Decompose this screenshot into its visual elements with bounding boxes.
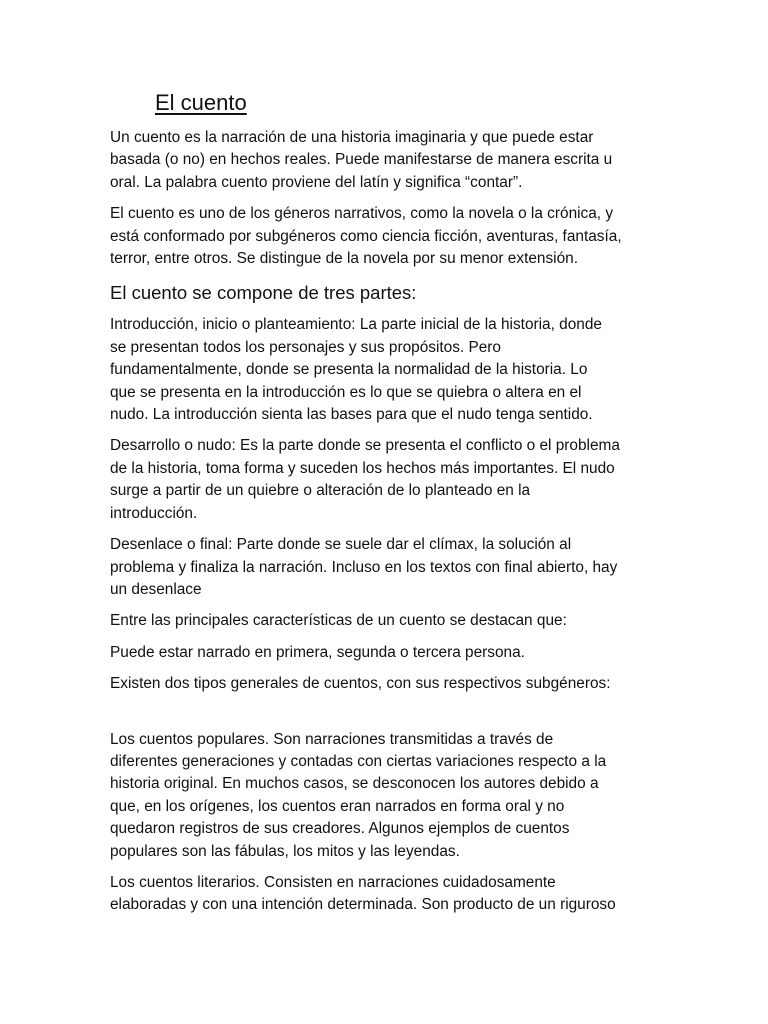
text-line: elaboradas y con una intención determinada. Son producto de un riguroso	[110, 896, 616, 914]
paragraph-introduction	[110, 314, 670, 426]
text-line: nudo. La introducción sienta las bases para que el nudo tenga sentido.	[110, 406, 593, 424]
text-line: un desenlace	[110, 580, 202, 598]
text-line: Desarrollo o nudo: Es la parte donde se presenta el conflicto o el problema	[110, 437, 620, 455]
paragraph-types-intro	[110, 673, 670, 695]
text-line: Un cuento es la narración de una historia imaginaria y que puede estar	[110, 129, 594, 146]
text-line: que se presenta en la introducción es lo que se quiebra o altera en el	[110, 383, 582, 401]
text-line: quedaron registros de sus creadores. Algunos ejemplos de cuentos	[110, 820, 570, 838]
text-line: populares son las fábulas, los mitos y las leyendas.	[110, 842, 460, 860]
paragraph-definition	[110, 127, 670, 194]
text-line: Puede estar narrado en primera, segunda o tercera persona.	[110, 643, 525, 661]
text-line: Los cuentos populares. Son narraciones transmitidas a través de	[110, 730, 554, 748]
paragraph-ending	[110, 534, 670, 601]
text-line: basada (o no) en hechos reales. Puede manifestarse de manera escrita u	[110, 151, 613, 169]
text-line: introducción.	[110, 504, 198, 522]
paragraph-popular-tales	[110, 729, 670, 863]
text-line: El cuento es uno de los géneros narrativos, como la novela o la crónica, y	[110, 205, 614, 223]
text-line: oral. La palabra cuento proviene del latín y significa “contar”.	[110, 173, 523, 191]
text-line: diferentes generaciones y contadas con ciertas variaciones respecto a la	[110, 752, 607, 770]
text-line: Desenlace o final: Parte donde se suele dar el clímax, la solución al	[110, 536, 572, 554]
text-line: Los cuentos literarios. Consisten en narraciones cuidadosamente	[110, 873, 556, 891]
text-line: surge a partir de un quiebre o alteración de lo planteado en la	[110, 482, 531, 500]
page-title: El cuento	[155, 90, 247, 115]
text-line: fundamentalmente, donde se presenta la normalidad de la historia. Lo	[110, 361, 588, 379]
blank-line	[110, 705, 670, 729]
text-line: que, en los orígenes, los cuentos eran narrados en forma oral y no	[110, 797, 565, 815]
text-line: se presentan todos los personajes y sus propósitos. Pero	[110, 338, 501, 356]
text-line: historia original. En muchos casos, se desconocen los autores debido a	[110, 775, 599, 793]
document-body	[110, 127, 670, 926]
text-line: problema y finaliza la narración. Incluso en los textos con final abierto, hay	[110, 558, 618, 576]
paragraph-development	[110, 435, 670, 525]
paragraph-literary-tales	[110, 872, 670, 917]
section-heading: El cuento se compone de tres partes:	[110, 282, 417, 304]
text-line: Entre las principales características de un cuento se destacan que:	[110, 612, 567, 630]
paragraph-characteristics	[110, 610, 670, 632]
paragraph-narration	[110, 642, 670, 664]
text-line: de la historia, toma forma y suceden los hechos más importantes. El nudo	[110, 459, 615, 477]
text-line: está conformado por subgéneros como ciencia ficción, aventuras, fantasía,	[110, 227, 622, 245]
text-line: Introducción, inicio o planteamiento: La parte inicial de la historia, donde	[110, 316, 602, 334]
text-line: Existen dos tipos generales de cuentos, con sus respectivos subgéneros:	[110, 675, 611, 693]
paragraph-genre	[110, 203, 670, 270]
text-line: terror, entre otros. Se distingue de la novela por su menor extensión.	[110, 250, 578, 268]
